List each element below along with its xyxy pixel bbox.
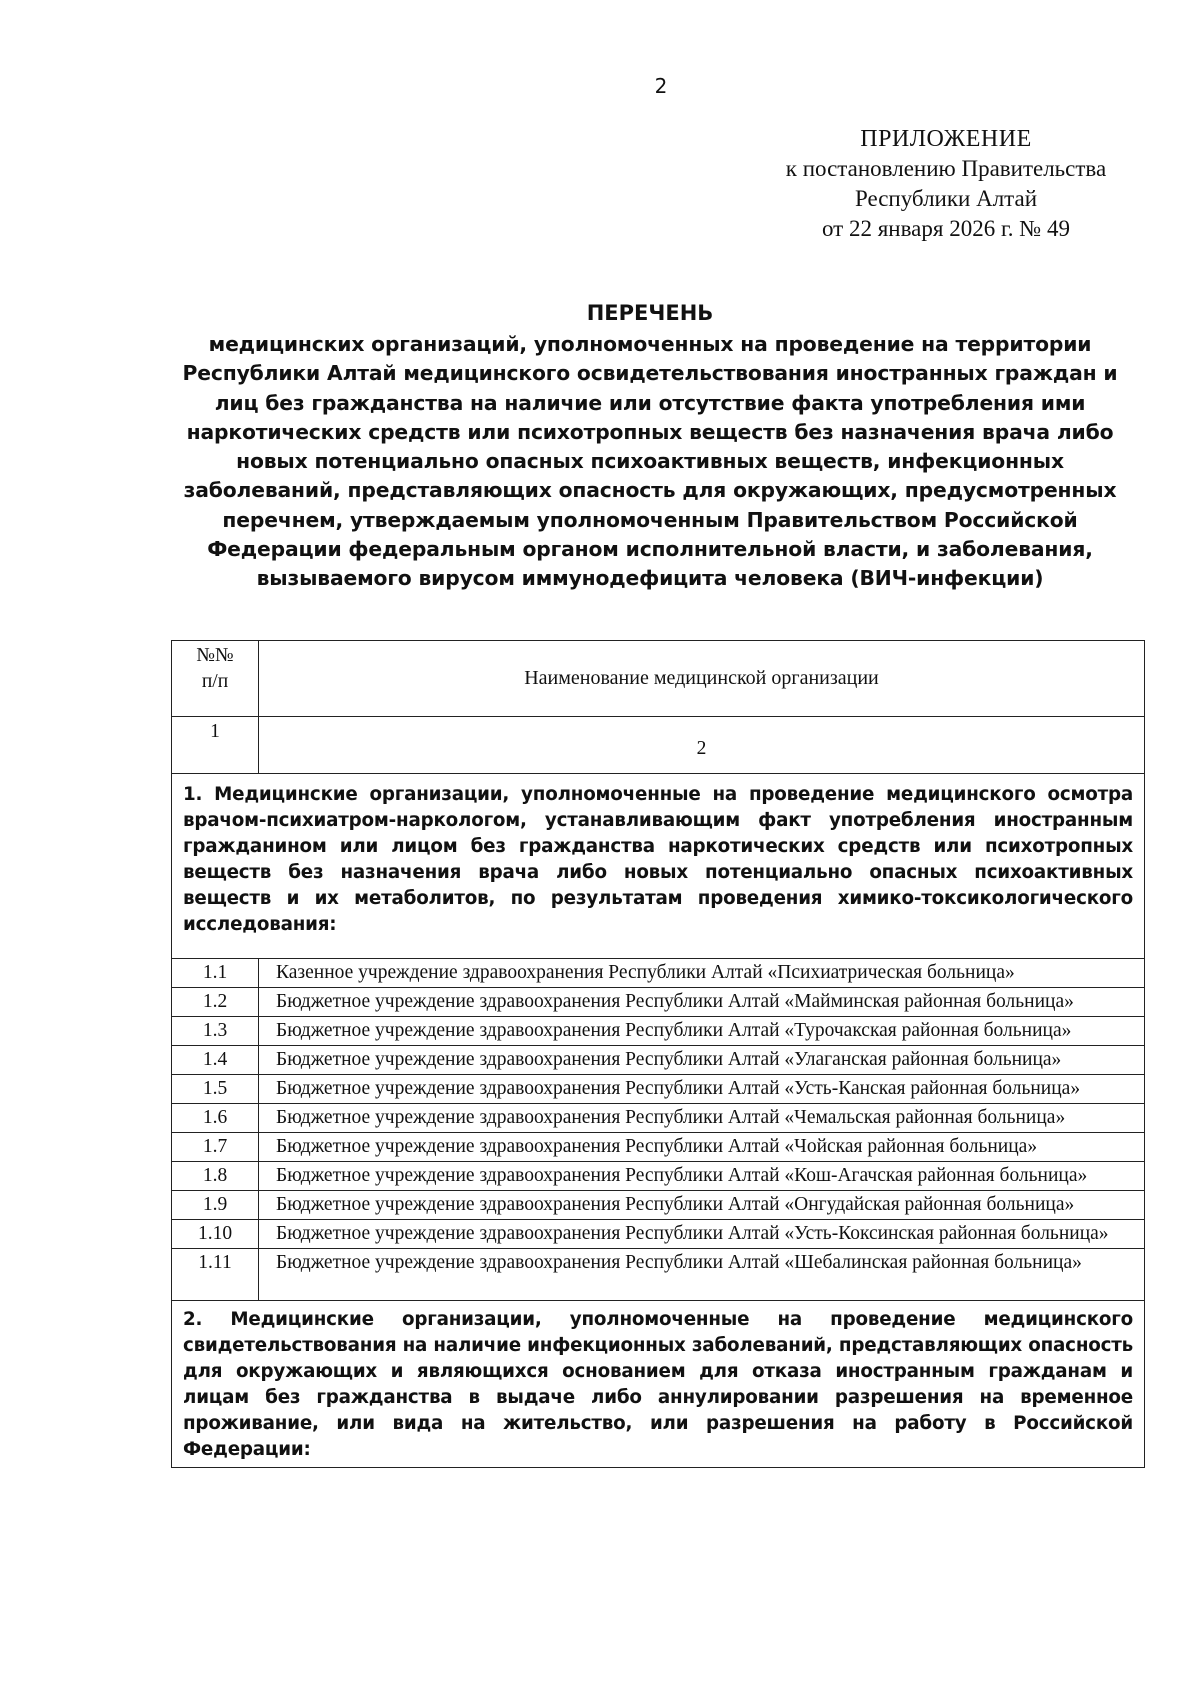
organization-name: Бюджетное учреждение здравоохранения Республики Алтай «Турочакская районная больница» [259,1017,1145,1046]
appendix-block [700,124,1192,244]
table-row [172,1046,1145,1075]
table-row [172,959,1145,988]
organizations-table [171,640,1145,1468]
row-number: 1.3 [172,1017,259,1046]
column-number-2: 2 [259,717,1145,774]
organization-name: Бюджетное учреждение здравоохранения Республики Алтай «Усть-Коксинская районная больница» [259,1220,1145,1249]
organization-name: Бюджетное учреждение здравоохранения Республики Алтай «Чемальская районная больница» [259,1104,1145,1133]
table-row [172,1017,1145,1046]
header-num-line1: №№ [196,645,234,666]
column-numbers-row [172,717,1145,774]
column-number-1: 1 [172,717,259,774]
row-number: 1.6 [172,1104,259,1133]
organization-name: Бюджетное учреждение здравоохранения Республики Алтай «Чойская районная больница» [259,1133,1145,1162]
row-number: 1.9 [172,1191,259,1220]
row-number: 1.1 [172,959,259,988]
header-num-line2: п/п [201,671,229,692]
row-number: 1.2 [172,988,259,1017]
table-row [172,1191,1145,1220]
row-number: 1.7 [172,1133,259,1162]
row-number: 1.11 [172,1249,259,1301]
organization-name: Бюджетное учреждение здравоохранения Республики Алтай «Усть-Канская районная больница» [259,1075,1145,1104]
header-num-cell [172,641,259,717]
organization-name: Бюджетное учреждение здравоохранения Республики Алтай «Кош-Агачская районная больница» [259,1162,1145,1191]
table-row [172,1220,1145,1249]
section-1-heading: 1. Медицинские организации, уполномоченные на проведение медицинского осмотра врачом-психиатром-наркологом, устанавливающим факт употребления иностранным гражданином или лицом без гражданства наркотических средств или психотропных веществ без назначения врача либо новых потенциально опасных психоактивных веществ и их метаболитов, по результатам проведения химико-токсикологического исследования: [172,774,1145,959]
appendix-line-3: от 22 января 2026 г. № 49 [821,216,1070,241]
header-name-cell: Наименование медицинской организации [259,641,1145,717]
appendix-title: ПРИЛОЖЕНИЕ [860,126,1032,152]
organization-name: Бюджетное учреждение здравоохранения Республики Алтай «Шебалинская районная больница» [259,1249,1145,1301]
table-row [172,988,1145,1017]
page-number: 2 [654,74,668,98]
appendix-line-1: к постановлению Правительства [785,156,1107,181]
document-title [170,298,1130,594]
title-subtitle: медицинских организаций, уполномоченных на проведение на территории Республики Алтай медицинского освидетельствования иностранных граждан и лиц без гражданства на наличие или отсутствие факта употребления ими наркотических средств или психотропных веществ без назначения врача либо новых потенциально опасных психоактивных веществ, инфекционных заболеваний, представляющих опасность для окружающих, предусмотренных перечнем, утверждаемым уполномоченным Правительством Российской Федерации федеральным органом исполнительной власти, и заболевания, вызываемого вирусом иммунодефицита человека (ВИЧ-инфекции) [182,332,1118,591]
row-number: 1.8 [172,1162,259,1191]
organization-name: Бюджетное учреждение здравоохранения Республики Алтай «Онгудайская районная больница» [259,1191,1145,1220]
title-main: ПЕРЕЧЕНЬ [586,301,714,325]
table-row [172,1249,1145,1301]
row-number: 1.10 [172,1220,259,1249]
organization-name: Бюджетное учреждение здравоохранения Республики Алтай «Улаганская районная больница» [259,1046,1145,1075]
table-row [172,1104,1145,1133]
appendix-line-2: Республики Алтай [854,186,1038,211]
row-number: 1.5 [172,1075,259,1104]
table-header-row [172,641,1145,717]
table-row [172,1133,1145,1162]
table-row [172,1162,1145,1191]
table-row [172,1075,1145,1104]
section-1-row [172,774,1145,959]
row-number: 1.4 [172,1046,259,1075]
section-2-row [172,1301,1145,1468]
section-2-heading: 2. Медицинские организации, уполномоченные на проведение медицинского свидетельствования на наличие инфекционных заболеваний, представляющих опасность для окружающих и являющихся основанием для отказа иностранным гражданам и лицам без гражданства в выдаче либо аннулировании разрешения на временное проживание, или вида на жительство, или разрешения на работу в Российской Федерации: [172,1301,1145,1468]
organization-name: Бюджетное учреждение здравоохранения Республики Алтай «Майминская районная больница» [259,988,1145,1017]
organization-name: Казенное учреждение здравоохранения Республики Алтай «Психиатрическая больница» [259,959,1145,988]
